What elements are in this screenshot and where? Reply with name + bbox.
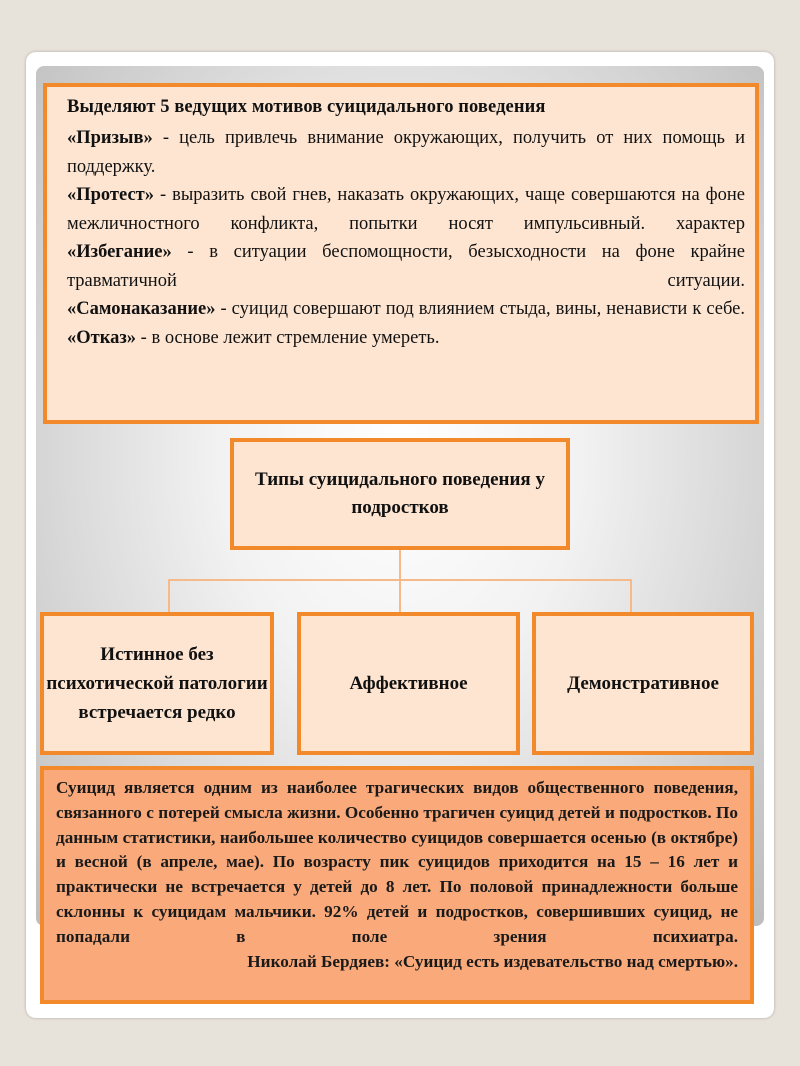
motive-item xyxy=(67,295,745,324)
type-label: Демонстративное xyxy=(567,673,719,694)
motive-text: - в ситуации беспомощности, безысходности на фоне крайне травматичной ситуации. xyxy=(67,242,745,291)
motive-item xyxy=(67,238,745,295)
connector-line xyxy=(399,579,401,612)
type-label: Аффективное xyxy=(349,673,468,694)
connector-line xyxy=(399,550,401,580)
type-box-demonstrative xyxy=(532,612,754,755)
motive-text: - выразить свой гнев, наказать окружающих, чаще совершаются на фоне межличностного конфликта, попытки носят импульсивный. характер xyxy=(67,185,745,234)
motive-name: «Призыв» xyxy=(67,128,153,148)
motive-name: «Протест» xyxy=(67,185,155,205)
motive-name: «Самонаказание» xyxy=(67,299,216,319)
motive-item xyxy=(67,124,745,181)
berdyaev-quote: Николай Бердяев: «Суицид есть издевательство над смертью». xyxy=(247,951,738,971)
motives-box xyxy=(43,83,759,424)
type-box-true xyxy=(40,612,274,755)
type-label: Истинное без психотической патологии встречается редко xyxy=(46,644,268,723)
motive-name: «Избегание» xyxy=(67,242,172,262)
types-title: Типы суицидального поведения у подростков xyxy=(255,469,545,518)
motive-text: - цель привлечь внимание окружающих, получить от них помощь и поддержку. xyxy=(67,128,745,177)
motive-item xyxy=(67,324,745,353)
motive-name: «Отказ» xyxy=(67,327,137,348)
type-box-affective xyxy=(297,612,520,755)
motive-text: - в основе лежит стремление умереть. xyxy=(136,327,440,348)
connector-line xyxy=(630,579,632,612)
motive-item xyxy=(67,181,745,238)
connector-line xyxy=(168,579,170,612)
motives-heading: Выделяют 5 ведущих мотивов суицидального поведения xyxy=(67,97,546,117)
types-header-box xyxy=(230,438,570,550)
statistics-box xyxy=(40,766,754,1004)
motive-text: - суицид совершают под влиянием стыда, вины, ненависти к себе. xyxy=(215,299,745,319)
statistics-text: Суицид является одним из наиболее трагических видов общественного поведения, связанного с потерей смысла жизни. Особенно трагичен суицид детей и подростков. По данным статистики, наибольшее количество суицидов совершается осенью (в октябре) и весной (в апреле, мае). По возрасту пик суицидов приходится на 15 – 16 лет и практически не встречается у детей до 8 лет. По половой принадлежности больше склонны к суицидам мальчики. 92% детей и подростков, совершивших суицид, не попадали в поле зрения психиатра. xyxy=(56,778,738,946)
